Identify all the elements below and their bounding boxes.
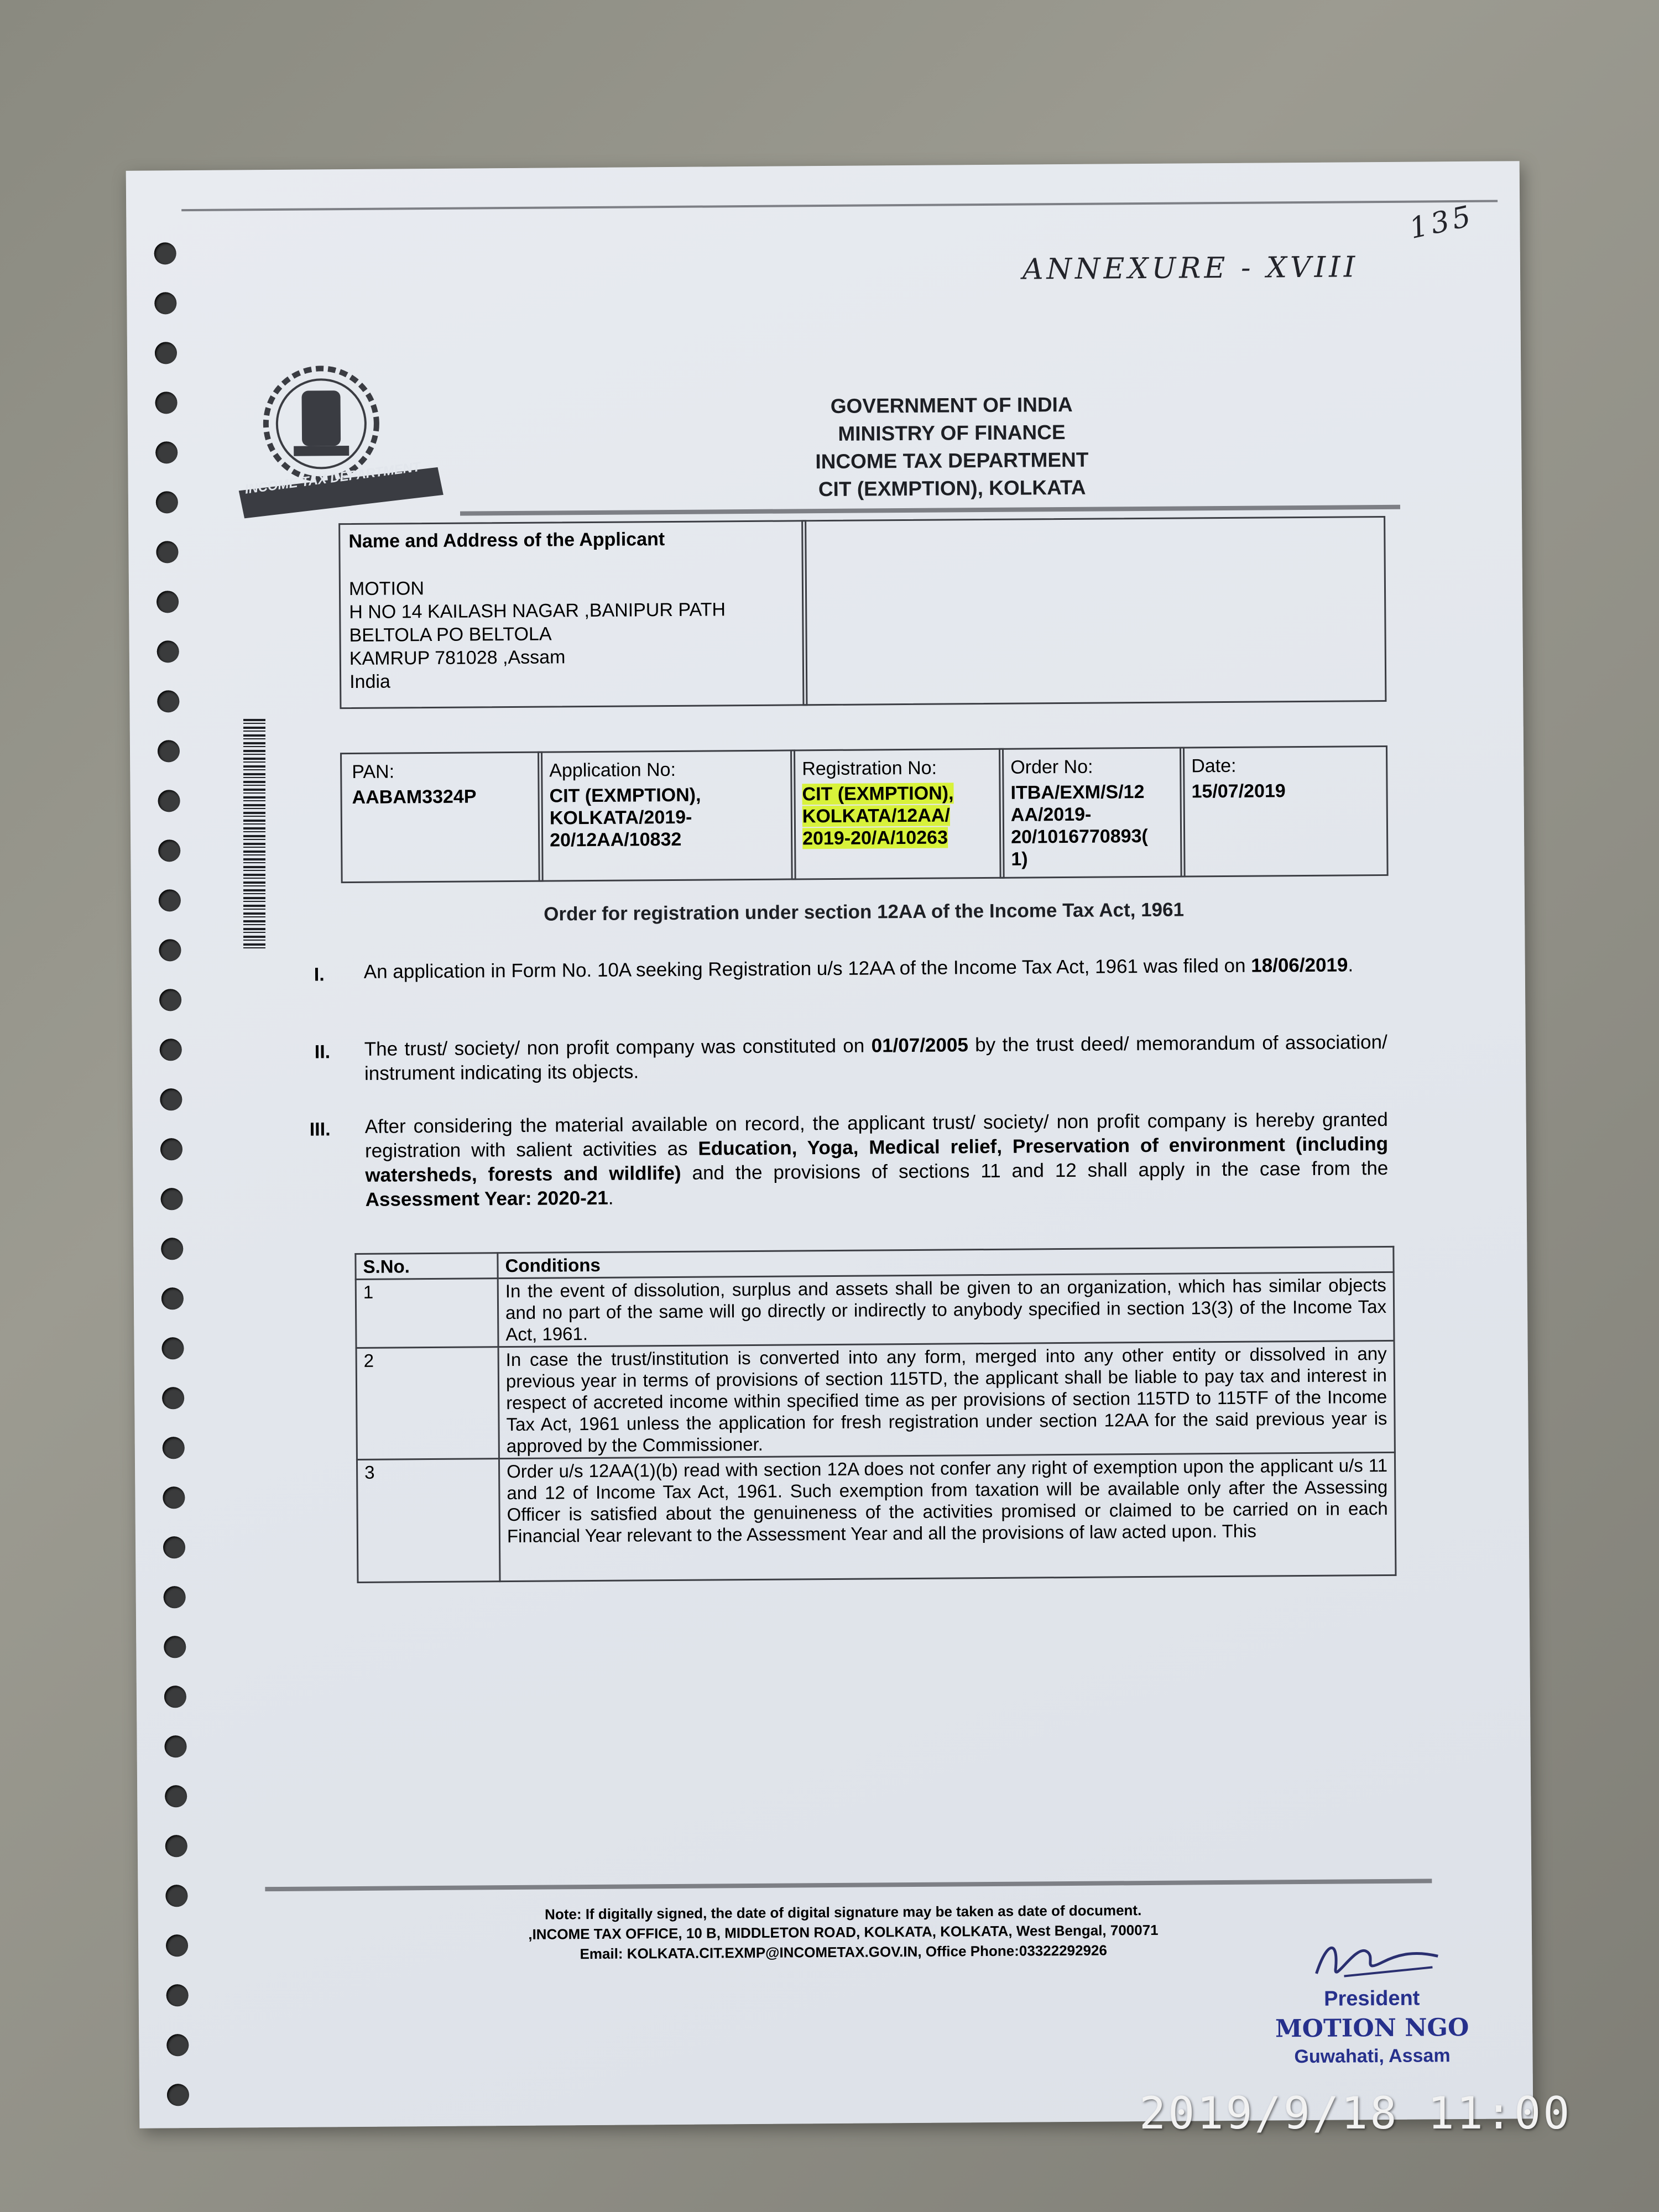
registration-no-box xyxy=(790,748,1005,880)
stamp-place: Guwahati, Assam xyxy=(1294,2045,1451,2068)
applicant-address xyxy=(349,575,726,693)
camera-timestamp: 2019/9/18 11:00 xyxy=(1139,2088,1572,2139)
order-no-line-4: 1) xyxy=(1011,848,1028,870)
binder-hole xyxy=(161,1337,184,1359)
applicant-label: Name and Address of the Applicant xyxy=(348,529,665,552)
header-line-4: CIT (EXMPTION), KOLKATA xyxy=(818,476,1086,501)
stamp-org: MOTION NGO xyxy=(1275,2013,1469,2043)
footer-rule xyxy=(265,1879,1432,1891)
header-line-2: MINISTRY OF FINANCE xyxy=(838,420,1066,445)
applicant-country: India xyxy=(349,671,391,693)
order-no-line-2: AA/2019- xyxy=(1010,804,1092,826)
binder-hole xyxy=(165,1885,187,1907)
pan-box xyxy=(340,752,544,884)
condition-number: 1 xyxy=(356,1279,498,1348)
pan-value: AABAM3324P xyxy=(352,786,477,808)
application-no-line-3: 20/12AA/10832 xyxy=(550,828,682,851)
condition-text: In case the trust/institution is converted into any form, merged into any other entity or dissolved in any previous year in terms of provisions of section 115TD, the applicant shall be liable to pay tax and interest in respect of accreted income within specified time as per provisions of section 115TD to 115TF of the Income Tax Act, 1961 unless the application for fresh registration under section 12AA for the said previous year is approved by the Commissioner. xyxy=(498,1340,1395,1458)
order-no-box xyxy=(999,747,1186,879)
sno-header: S.No. xyxy=(356,1253,498,1280)
footer-email: Email: KOLKATA.CIT.EXMP@INCOMETAX.GOV.IN, Office Phone:03322292926 xyxy=(580,1942,1107,1963)
application-no-label: Application No: xyxy=(549,759,676,781)
binder-hole xyxy=(165,1785,187,1807)
applicant-address-line-2: BELTOLA PO BELTOLA xyxy=(349,623,552,646)
paragraph-1-number: I. xyxy=(314,964,325,985)
application-no-line-1: CIT (EXMPTION), xyxy=(549,784,701,807)
paragraph-2-text: The trust/ society/ non profit company was constituted on xyxy=(364,1035,872,1060)
binder-hole xyxy=(162,1387,184,1409)
binder-hole xyxy=(154,292,176,314)
binder-hole xyxy=(157,690,179,712)
binder-hole xyxy=(159,939,181,961)
footer-address: ,INCOME TAX OFFICE, 10 B, MIDDLETON ROAD, KOLKATA, KOLKATA, West Bengal, 700071 xyxy=(528,1921,1159,1943)
page-number: 135 xyxy=(1406,199,1477,246)
paragraph-2-number: II. xyxy=(314,1041,331,1063)
registration-no-line-1: CIT (EXMPTION), xyxy=(802,782,954,805)
binder-hole xyxy=(163,1486,185,1509)
paragraph-1-end: . xyxy=(1348,954,1354,976)
binder-hole xyxy=(156,541,178,563)
binder-hole xyxy=(158,839,180,862)
applicant-box-blank xyxy=(801,516,1386,706)
binder-hole xyxy=(161,1188,183,1210)
paragraph-3-text: After considering the material available on record, the applicant trust/ society/ non profit company is hereby granted registration with salient activities as xyxy=(364,1108,1388,1162)
binder-hole xyxy=(159,989,181,1011)
conditions-table xyxy=(354,1246,1396,1583)
binder-hole xyxy=(161,1238,183,1260)
date-box xyxy=(1180,745,1389,878)
condition-number: 3 xyxy=(357,1459,500,1583)
binder-hole xyxy=(164,1586,186,1608)
binder-hole xyxy=(160,1039,182,1061)
binder-hole xyxy=(155,441,178,463)
constitution-date: 01/07/2005 xyxy=(871,1034,968,1057)
binder-hole xyxy=(155,392,177,414)
applicant-name: MOTION xyxy=(348,578,425,600)
applicant-address-line-3: KAMRUP 781028 ,Assam xyxy=(349,646,566,670)
paragraph-1-text: An application in Form No. 10A seeking Registration u/s 12AA of the Income Tax Act, 1961 was filed on xyxy=(363,954,1251,983)
order-no-line-1: ITBA/EXM/S/12 xyxy=(1010,781,1145,804)
government-header xyxy=(714,390,1190,504)
document-page xyxy=(126,161,1533,2128)
binder-hole xyxy=(155,342,177,364)
signature-icon xyxy=(1305,1928,1449,1990)
stamp-title: President xyxy=(1324,1986,1420,2011)
binder-hole xyxy=(165,1835,187,1857)
emblem-text: INCOME TAX DEPARTMENT xyxy=(244,459,421,497)
binder-hole xyxy=(163,1437,185,1459)
binder-hole xyxy=(158,740,180,762)
paragraph-3-number: III. xyxy=(309,1119,331,1140)
date-value: 15/07/2019 xyxy=(1191,780,1286,802)
registration-no-line-3: 2019-20/A/10263 xyxy=(802,827,948,849)
table-row xyxy=(356,1340,1395,1459)
applicant-address-line-1: H NO 14 KAILASH NAGAR ,BANIPUR PATH xyxy=(349,599,726,623)
binder-hole xyxy=(160,1138,182,1160)
application-date: 18/06/2019 xyxy=(1251,954,1348,977)
header-line-1: GOVERNMENT OF INDIA xyxy=(830,393,1073,418)
salient-activities: Education, Yoga, Medical relief, Preservation of environment (including watersheds, forests and wildlife) xyxy=(365,1133,1389,1186)
date-label: Date: xyxy=(1191,755,1237,777)
barcode-icon xyxy=(243,719,265,951)
applicant-box xyxy=(338,520,807,709)
application-no-box xyxy=(538,749,796,881)
paragraph-3-end: . xyxy=(608,1187,614,1209)
paragraph-1 xyxy=(364,953,1387,984)
condition-number: 2 xyxy=(356,1347,499,1460)
registration-no-value xyxy=(802,782,954,849)
order-no-line-3: 20/1016770893( xyxy=(1010,825,1148,848)
paragraph-2 xyxy=(364,1030,1388,1086)
binder-hole xyxy=(163,1536,185,1558)
binder-hole xyxy=(156,591,179,613)
president-stamp xyxy=(1256,1986,1489,2068)
binder-hole xyxy=(157,640,179,662)
binder-hole xyxy=(161,1287,184,1310)
condition-text: In the event of dissolution, surplus and assets shall be given to an organization, which has similar objects and no part of the same will go directly or indirectly to anybody specified in section 13(3) of the Income Tax Act, 1961. xyxy=(498,1272,1394,1347)
binder-hole xyxy=(166,1934,188,1957)
registration-no-line-2: KOLKATA/12AA/ xyxy=(802,805,950,827)
binder-hole xyxy=(154,242,176,264)
binder-hole xyxy=(156,491,178,513)
annexure-label: ANNEXURE - XVIII xyxy=(1022,251,1359,286)
condition-text: Order u/s 12AA(1)(b) read with section 12A does not confer any right of exemption upon the applicant u/s 11 and 12 of Income Tax Act, 1961. Such exemption from taxation will be available only after the Assessing Officer is satisfied about the genuineness of the activities promised or claimed to be carried on in each Financial Year relevant to the Assessment Year and all the provisions of law acted upon. This xyxy=(499,1452,1396,1581)
binder-hole xyxy=(159,889,181,911)
binder-hole xyxy=(158,790,180,812)
header-line-3: INCOME TAX DEPARTMENT xyxy=(815,448,1089,473)
page-top-rule xyxy=(181,200,1498,212)
paragraph-3-mid: and the provisions of sections 11 and 12 shall apply in the case from the xyxy=(681,1157,1389,1184)
registration-no-label: Registration No: xyxy=(802,757,937,780)
binder-hole xyxy=(166,2034,189,2056)
paragraph-2-end: by the trust deed/ memorandum of association/ instrument indicating its objects. xyxy=(364,1031,1387,1084)
order-no-value xyxy=(1010,781,1148,870)
binder-hole xyxy=(167,2084,189,2106)
footer-note: Note: If digitally signed, the date of digital signature may be taken as date of document. xyxy=(545,1902,1142,1923)
binder-hole xyxy=(164,1686,186,1708)
binder-hole xyxy=(164,1636,186,1658)
application-no-value xyxy=(549,784,701,852)
table-row xyxy=(356,1272,1394,1348)
order-title: Order for registration under section 12AA of the Income Tax Act, 1961 xyxy=(544,899,1185,925)
binder-hole xyxy=(160,1088,182,1110)
application-no-line-2: KOLKATA/2019- xyxy=(549,806,692,829)
pan-label: PAN: xyxy=(352,761,395,783)
binder-hole xyxy=(164,1735,186,1757)
assessment-year: Assessment Year: 2020-21 xyxy=(365,1187,608,1211)
footer xyxy=(304,1898,1383,1966)
binder-hole xyxy=(166,1984,189,2006)
order-no-label: Order No: xyxy=(1010,756,1093,778)
conditions-header: Conditions xyxy=(498,1246,1394,1278)
paragraph-3 xyxy=(365,1108,1389,1212)
header-rule xyxy=(460,505,1400,516)
table-row xyxy=(357,1452,1396,1582)
